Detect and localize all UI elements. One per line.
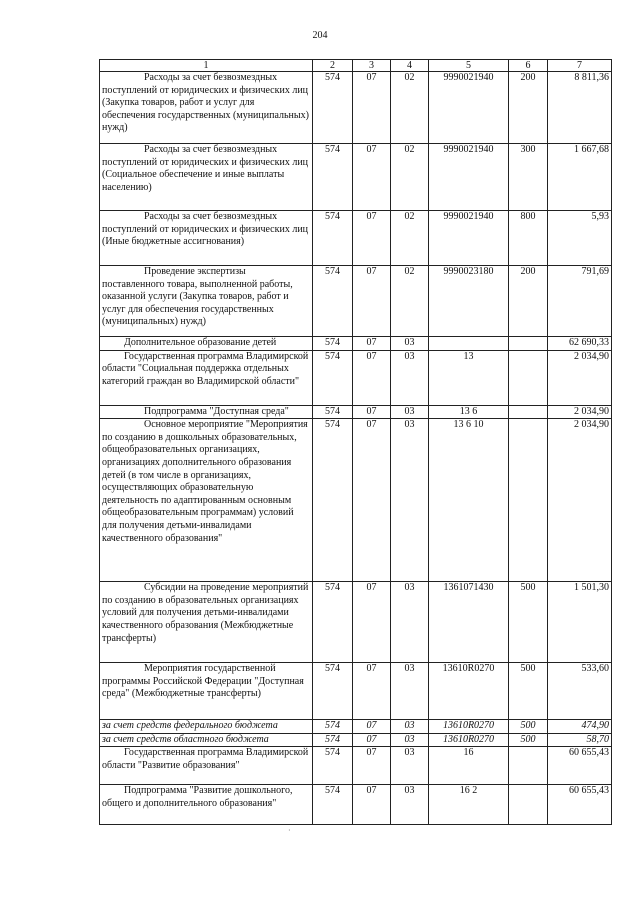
cell-c4: 03 (391, 405, 429, 419)
cell-c4: 03 (391, 785, 429, 825)
cell-c2: 574 (313, 350, 353, 405)
header-cell: 5 (429, 60, 509, 72)
header-cell: 2 (313, 60, 353, 72)
cell-c2: 574 (313, 733, 353, 747)
table-header-row (100, 60, 612, 72)
cell-c5: 13 (429, 350, 509, 405)
cell-c3: 07 (353, 733, 391, 747)
cell-c2: 574 (313, 663, 353, 720)
header-cell: 6 (509, 60, 548, 72)
cell-c5: 13610R0270 (429, 663, 509, 720)
cell-c2: 574 (313, 144, 353, 211)
cell-c4: 02 (391, 211, 429, 266)
cell-c3: 07 (353, 211, 391, 266)
cell-c7: 2 034,90 (548, 350, 612, 405)
cell-c7: 533,60 (548, 663, 612, 720)
cell-c2: 574 (313, 582, 353, 663)
cell-c2: 574 (313, 405, 353, 419)
table-row (100, 419, 612, 582)
row-name: за счет средств федерального бюджета (100, 720, 313, 734)
cell-c6 (509, 747, 548, 785)
cell-c7: 62 690,33 (548, 337, 612, 351)
cell-c6: 200 (509, 72, 548, 144)
row-name: Мероприятия государственной программы Российской Федерации "Доступная среда" (Межбюджетные трансферты) (100, 663, 313, 720)
table-row (100, 720, 612, 734)
header-cell: 1 (100, 60, 313, 72)
cell-c4: 03 (391, 582, 429, 663)
cell-c6: 200 (509, 266, 548, 337)
row-name: Расходы за счет безвозмездных поступлений от юридических и физических лиц (Социальное обеспечение и иные выплаты населению) (100, 144, 313, 211)
cell-c7: 58,70 (548, 733, 612, 747)
cell-c3: 07 (353, 582, 391, 663)
table-row (100, 337, 612, 351)
cell-c3: 07 (353, 720, 391, 734)
cell-c2: 574 (313, 72, 353, 144)
row-name: Дополнительное образование детей (100, 337, 313, 351)
row-name: Государственная программа Владимирской области "Социальная поддержка отдельных категорий граждан во Владимирской области" (100, 350, 313, 405)
cell-c2: 574 (313, 747, 353, 785)
cell-c6 (509, 350, 548, 405)
cell-c3: 07 (353, 337, 391, 351)
table-row (100, 663, 612, 720)
budget-table (99, 59, 612, 825)
cell-c6: 500 (509, 720, 548, 734)
cell-c7: 791,69 (548, 266, 612, 337)
header-cell: 7 (548, 60, 612, 72)
cell-c5: 16 2 (429, 785, 509, 825)
cell-c2: 574 (313, 720, 353, 734)
row-name: за счет средств областного бюджета (100, 733, 313, 747)
cell-c3: 07 (353, 350, 391, 405)
table-row (100, 405, 612, 419)
table-row (100, 733, 612, 747)
cell-c5: 9990023180 (429, 266, 509, 337)
cell-c5: 9990021940 (429, 211, 509, 266)
cell-c6: 800 (509, 211, 548, 266)
table-row (100, 144, 612, 211)
cell-c7: 60 655,43 (548, 747, 612, 785)
cell-c6: 500 (509, 733, 548, 747)
cell-c3: 07 (353, 144, 391, 211)
cell-c2: 574 (313, 337, 353, 351)
cell-c4: 03 (391, 419, 429, 582)
page-number: 204 (312, 30, 328, 41)
cell-c6: 300 (509, 144, 548, 211)
table-row (100, 582, 612, 663)
row-name: Расходы за счет безвозмездных поступлений от юридических и физических лиц (Иные бюджетные ассигнования) (100, 211, 313, 266)
cell-c4: 03 (391, 720, 429, 734)
row-name: Основное мероприятие "Мероприятия по созданию в дошкольных образовательных, общеобразовательных организациях, организациях дополнительного образования детей (в том числе в организациях, осуществляющих образовательную деятельность по адаптированным основным общеобразовательным программам) условий для получения детьми-инвалидами качественного образования" (100, 419, 313, 582)
cell-c7: 1 667,68 (548, 144, 612, 211)
row-name: Расходы за счет безвозмездных поступлений от юридических и физических лиц (Закупка товаров, работ и услуг для обеспечения государственных (муниципальных) нужд) (100, 72, 313, 144)
row-name: Подпрограмма "Развитие дошкольного, общего и дополнительного образования" (100, 785, 313, 825)
cell-c6 (509, 785, 548, 825)
cell-c4: 03 (391, 350, 429, 405)
cell-c5: 9990021940 (429, 144, 509, 211)
cell-c3: 07 (353, 72, 391, 144)
cell-c4: 02 (391, 266, 429, 337)
cell-c3: 07 (353, 405, 391, 419)
cell-c3: 07 (353, 785, 391, 825)
cell-c7: 8 811,36 (548, 72, 612, 144)
cell-c7: 60 655,43 (548, 785, 612, 825)
row-name: Подпрограмма "Доступная среда" (100, 405, 313, 419)
cell-c6 (509, 337, 548, 351)
cell-c6: 500 (509, 582, 548, 663)
cell-c3: 07 (353, 419, 391, 582)
cell-c5: 9990021940 (429, 72, 509, 144)
cell-c4: 03 (391, 733, 429, 747)
cell-c4: 03 (391, 747, 429, 785)
cell-c4: 02 (391, 144, 429, 211)
cell-c5: 13610R0270 (429, 733, 509, 747)
cell-c3: 07 (353, 663, 391, 720)
table-row (100, 211, 612, 266)
cell-c2: 574 (313, 266, 353, 337)
cell-c6 (509, 419, 548, 582)
cell-c7: 2 034,90 (548, 405, 612, 419)
cell-c7: 1 501,30 (548, 582, 612, 663)
cell-c4: 03 (391, 663, 429, 720)
table-row (100, 72, 612, 144)
cell-c5: 1361071430 (429, 582, 509, 663)
table-row (100, 266, 612, 337)
cell-c5: 16 (429, 747, 509, 785)
cell-c2: 574 (313, 211, 353, 266)
row-name: Государственная программа Владимирской области "Развитие образования" (100, 747, 313, 785)
cell-c4: 02 (391, 72, 429, 144)
row-name: Проведение экспертизы поставленного товара, выполненной работы, оказанной услуги (Закупка товаров, работ и услуг для обеспечения государственных (муниципальных) нужд) (100, 266, 313, 337)
header-cell: 3 (353, 60, 391, 72)
table-row (100, 785, 612, 825)
cell-c5: 13 6 10 (429, 419, 509, 582)
header-cell: 4 (391, 60, 429, 72)
cell-c6 (509, 405, 548, 419)
cell-c3: 07 (353, 747, 391, 785)
cell-c3: 07 (353, 266, 391, 337)
cell-c5 (429, 337, 509, 351)
cell-c6: 500 (509, 663, 548, 720)
cell-c4: 03 (391, 337, 429, 351)
table-row (100, 350, 612, 405)
row-name: Субсидии на проведение мероприятий по созданию в образовательных организациях условий для получения детьми-инвалидами качественного образования (Межбюджетные трансферты) (100, 582, 313, 663)
cell-c7: 5,93 (548, 211, 612, 266)
cell-c2: 574 (313, 785, 353, 825)
cell-c5: 13610R0270 (429, 720, 509, 734)
cell-c7: 2 034,90 (548, 419, 612, 582)
cell-c7: 474,90 (548, 720, 612, 734)
cell-c2: 574 (313, 419, 353, 582)
table-row (100, 747, 612, 785)
scan-speck: · (288, 826, 291, 835)
cell-c5: 13 6 (429, 405, 509, 419)
